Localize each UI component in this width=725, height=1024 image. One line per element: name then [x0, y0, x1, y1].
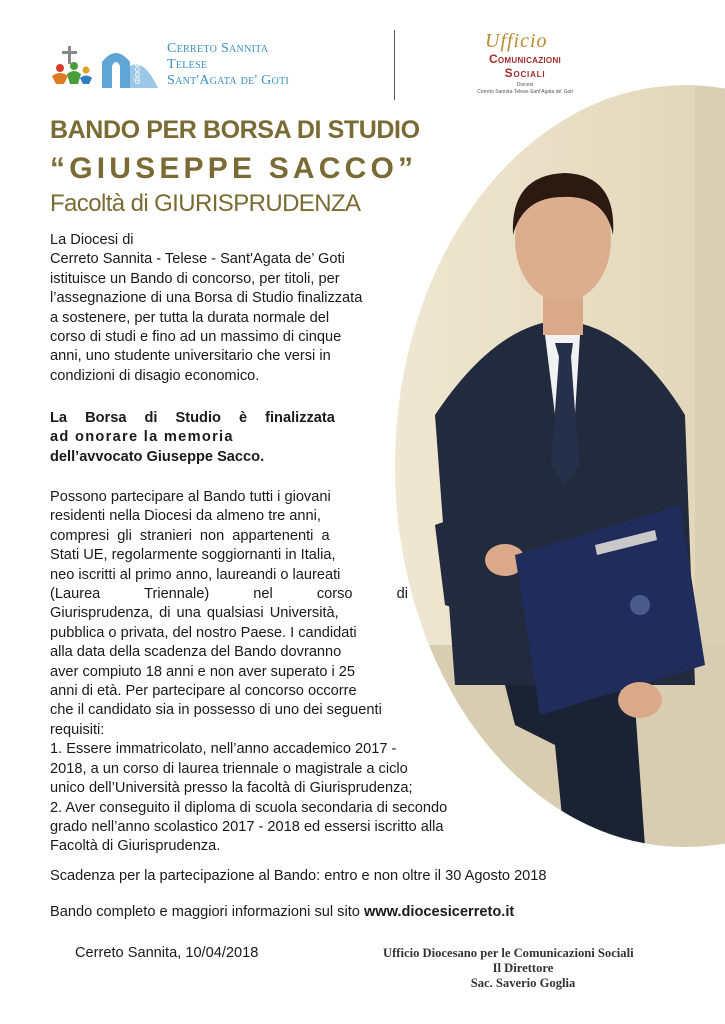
body-line: Possono partecipare al Bando tutti i giovani	[50, 489, 331, 505]
diocese-name-line-3: Sant'Agata de' Goti	[167, 73, 290, 88]
info-label: Bando completo e maggiori informazioni sul sito	[50, 904, 364, 920]
body-line: che il candidato sia in possesso di uno dei seguenti	[50, 702, 382, 719]
memory-line: La Borsa di Studio è finalizzata	[50, 410, 335, 426]
eligibility-paragraph	[50, 488, 447, 857]
body-line: grado nell’anno scolastico 2017 - 2018 ed essersi iscritto alla	[50, 818, 444, 835]
body-line: anni di età. Per partecipare al concorso occorre	[50, 683, 357, 700]
intro-line: corso di studi e fino ad un massimo di cinque	[50, 329, 342, 346]
body-line: unico dell’Università presso la facoltà di Giurisprudenza;	[50, 780, 413, 797]
body-line: alla data della scadenza del Bando dovranno	[50, 644, 342, 661]
diocese-emblem-icon	[50, 40, 160, 100]
info-text	[50, 904, 514, 920]
body-line: Giurisprudenza, di una qualsiasi Università,	[50, 605, 339, 622]
body-line: pubblica o privata, del nostro Paese. I candidati	[50, 624, 357, 641]
intro-line: La Diocesi di	[50, 232, 134, 248]
diocese-word: diocesi	[132, 55, 142, 84]
diocese-name-line-1: Cerreto Sannita	[167, 41, 269, 56]
body-line: neo iscritti al primo anno, laureandi o laureati	[50, 566, 341, 583]
body-line: Stati UE, regolarmente soggiornanti in Italia,	[50, 547, 336, 564]
title-line-1: BANDO PER BORSA DI STUDIO	[50, 116, 420, 144]
signature-block	[383, 946, 663, 991]
body-line: residenti nella Diocesi da almeno tre anni,	[50, 508, 321, 525]
body-line: 2018, a un corso di laurea triennale o magistrale a ciclo	[50, 760, 408, 777]
memory-line: dell’avvocato Giuseppe Sacco.	[50, 448, 265, 465]
intro-paragraph	[50, 231, 418, 386]
signature-role: Il Direttore	[492, 961, 554, 975]
intro-line: a sostenere, per tutta la durata normale del	[50, 309, 330, 326]
comm-logo-line3: Sociali	[504, 66, 546, 80]
comm-logo-line2: Comunicazioni	[488, 52, 562, 66]
title-line-3: Facoltà di GIURISPRUDENZA	[50, 190, 361, 217]
place-date: Cerreto Sannita, 10/04/2018	[75, 945, 259, 961]
body-line: aver compiuto 18 anni e non aver superato i 25	[50, 663, 356, 680]
signature-name: Sac. Saverio Goglia	[470, 976, 576, 990]
comm-logo-sub2: Cerreto Sannita-Telese-Sant'Agata de' Goti	[477, 89, 573, 95]
comm-logo-sub1: Diocesi	[516, 82, 534, 88]
body-line: compresi gli stranieri non appartenenti a	[50, 527, 330, 544]
intro-line: istituisce un Bando di concorso, per titoli, per	[50, 270, 340, 287]
memory-line: ad onorare la memoria	[50, 429, 234, 446]
intro-line: condizioni di disagio economico.	[50, 367, 260, 384]
memory-paragraph	[50, 409, 375, 467]
body-line: (Laurea Triennale) nel corso di	[50, 586, 408, 603]
title-line-2: “GIUSEPPE SACCO”	[50, 152, 418, 185]
intro-line: anni, uno studente universitario che versi in	[50, 348, 331, 365]
intro-line: l’assegnazione di una Borsa di Studio finalizzata	[50, 290, 363, 307]
body-line: 2. Aver conseguito il diploma di scuola secondaria di secondo	[50, 799, 448, 816]
diocese-logo	[50, 40, 330, 100]
body-line: requisiti:	[50, 721, 105, 738]
deadline-text: Scadenza per la partecipazione al Bando: entro e non oltre il 30 Agosto 2018	[50, 868, 547, 884]
website-link[interactable]: www.diocesicerreto.it	[363, 904, 515, 920]
intro-line: Cerreto Sannita - Telese - Sant'Agata de’ Goti	[50, 251, 345, 268]
signature-office: Ufficio Diocesano per le Comunicazioni Sociali	[383, 946, 634, 960]
body-line: Facoltà di Giurisprudenza.	[50, 838, 221, 855]
body-line: 1. Essere immatricolato, nell’anno accademico 2017 -	[50, 741, 397, 758]
comm-logo-line1: Ufficio	[485, 30, 548, 52]
diocese-name-line-2: Telese	[167, 57, 208, 72]
